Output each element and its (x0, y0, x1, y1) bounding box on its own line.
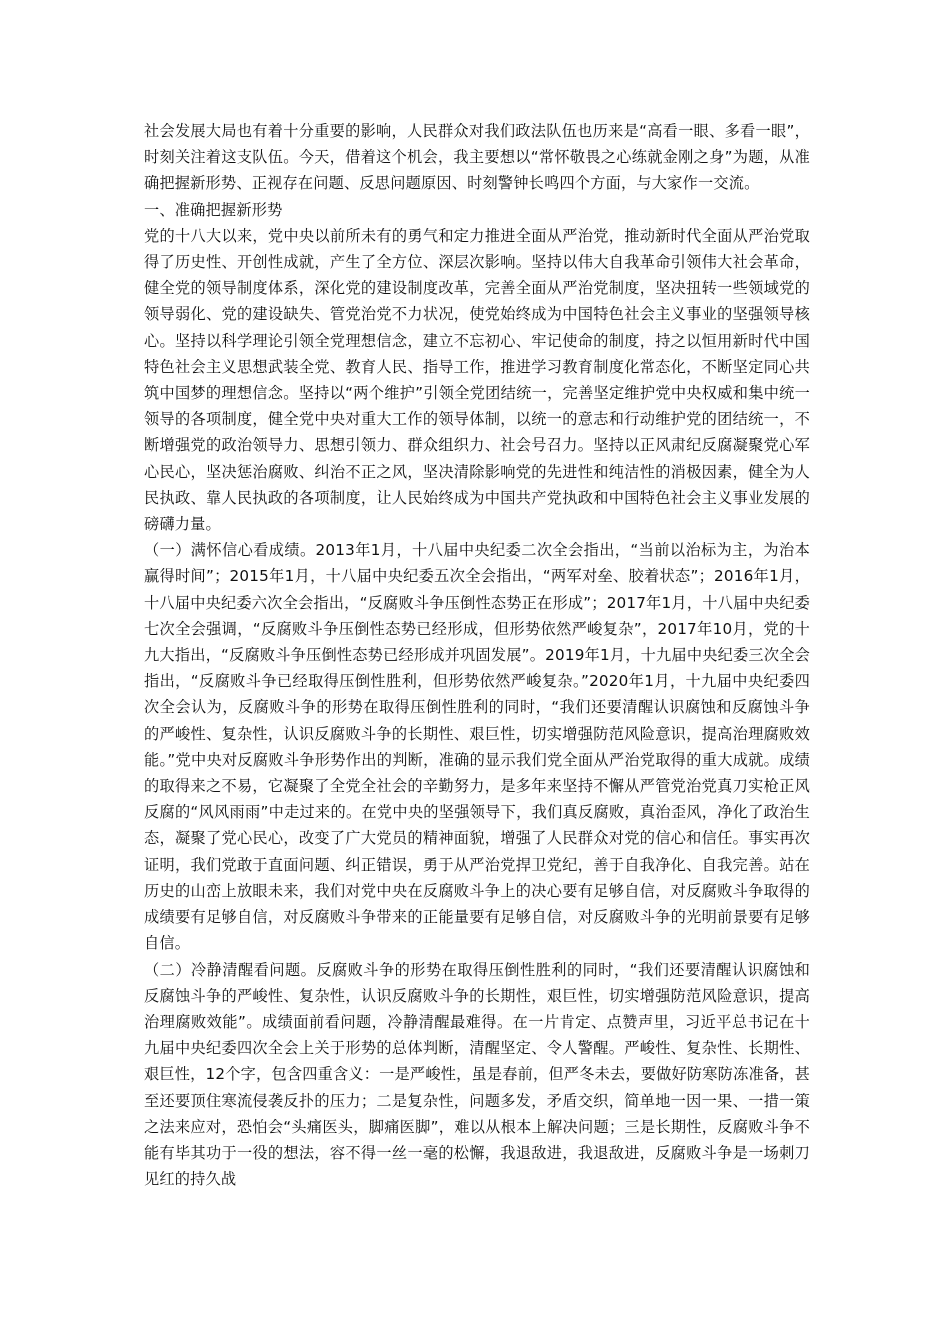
intro-paragraph: 社会发展大局也有着十分重要的影响，人民群众对我们政法队伍也历来是“高看一眼、多看一眼”，时刻关注着这支队伍。今天，借着这个机会，我主要想以“常怀敬畏之心练就金刚之身”为题，从准确把握新形势、正视存在问题、反思问题原因、时刻警钟长鸣四个方面，与大家作一交流。 (144, 122, 810, 193)
body-paragraph: 党的十八大以来，党中央以前所未有的勇气和定力推进全面从严治党，推动新时代全面从严治党取得了历史性、开创性成就，产生了全方位、深层次影响。坚持以伟大自我革命引领伟大社会革命，健全党的领导制度体系，深化党的建设制度改革，完善全面从严治党制度，坚决扭转一些领域党的领导弱化、党的建设缺失、管党治党不力状况，使党始终成为中国特色社会主义事业的坚强领导核心。坚持以科学理论引领全党理想信念，建立不忘初心、牢记使命的制度，持之以恒用新时代中国特色社会主义思想武装全党、教育人民、指导工作，推进学习教育制度化常态化，不断坚定同心共筑中国梦的理想信念。坚持以“两个维护”引领全党团结统一，完善坚定维护党中央权威和集中统一领导的各项制度，健全党中央对重大工作的领导体制，以统一的意志和行动维护党的团结统一，不断增强党的政治领导力、思想引领力、群众组织力、社会号召力。坚持以正风肃纪反腐凝聚党心军心民心，坚决惩治腐败、纠治不正之风，坚决清除影响党的先进性和纯洁性的消极因素，健全为人民执政、靠人民执政的各项制度，让人民始终成为中国共产党执政和中国特色社会主义事业发展的磅礴力量。 (144, 226, 810, 534)
subsection-paragraph-1: （一）满怀信心看成绩。2013年1月，十八届中央纪委二次全会指出，“当前以治标为主，为治本赢得时间”；2015年1月，十八届中央纪委五次全会指出，“两军对垒、胶着状态”；2016年1月，十八届中央纪委六次全会指出，“反腐败斗争压倒性态势正在形成”；2017年1月，十八届中央纪委七次全会强调，“反腐败斗争压倒性态势已经形成，但形势依然严峻复杂”，2017年10月，党的十九大指出，“反腐败斗争压倒性态势已经形成并巩固发展”。2019年1月，十九届中央纪委三次全会指出，“反腐败斗争已经取得压倒性胜利，但形势依然严峻复杂。”2020年1月，十九届中央纪委四次全会认为，反腐败斗争的形势在取得压倒性胜利的同时，“我们还要清醒认识腐蚀和反腐蚀斗争的严峻性、复杂性，认识反腐败斗争的长期性、艰巨性，切实增强防范风险意识，提高治理腐败效能。”党中央对反腐败斗争形势作出的判断，准确的显示我们党全面从严治党取得的重大成就。成绩的取得来之不易，它凝聚了全党全社会的辛勤努力，是多年来坚持不懈从严管党治党真刀实枪正风反腐的“风风雨雨”中走过来的。在党中央的坚强领导下，我们真反腐败，真治歪风，净化了政治生态，凝聚了党心民心，改变了广大党员的精神面貌，增强了人民群众对党的信心和信任。事实再次证明，我们党敢于直面问题、纠正错误，勇于从严治党捍卫党纪，善于自我净化、自我完善。站在历史的山峦上放眼未来，我们对党中央在反腐败斗争上的决心要有足够自信，对反腐败斗争取得的成绩要有足够自信，对反腐败斗争带来的正能量要有足够自信，对反腐败斗争的光明前景要有足够自信。 (144, 541, 810, 953)
subsection-paragraph-2: （二）冷静清醒看问题。反腐败斗争的形势在取得压倒性胜利的同时，“我们还要清醒认识腐蚀和反腐蚀斗争的严峻性、复杂性，认识反腐败斗争的长期性，艰巨性，切实增强防范风险意识，提高治理腐败效能”。成绩面前看问题，冷静清醒最难得。在一片肯定、点赞声里，习近平总书记在十九届中央纪委四次全会上关于形势的总体判断，清醒坚定、令人警醒。严峻性、复杂性、长期性、艰巨性，12个字，包含四重含义：一是严峻性，虽是春前，但严冬未去，要做好防寒防冻准备，甚至还要顶住寒流侵袭反扑的压力；二是复杂性，问题多发，矛盾交织，简单地一因一果、一措一策之法来应对，恐怕会“头痛医头，脚痛医脚”，难以从根本上解决问题；三是长期性，反腐败斗争不能有毕其功于一役的想法，容不得一丝一毫的松懈，我退敌进，我退敌进，反腐败斗争是一场刺刀见红的持久战 (144, 960, 811, 1189)
document-page (144, 118, 810, 1192)
section-heading: 一、准确把握新形势 (144, 200, 283, 219)
